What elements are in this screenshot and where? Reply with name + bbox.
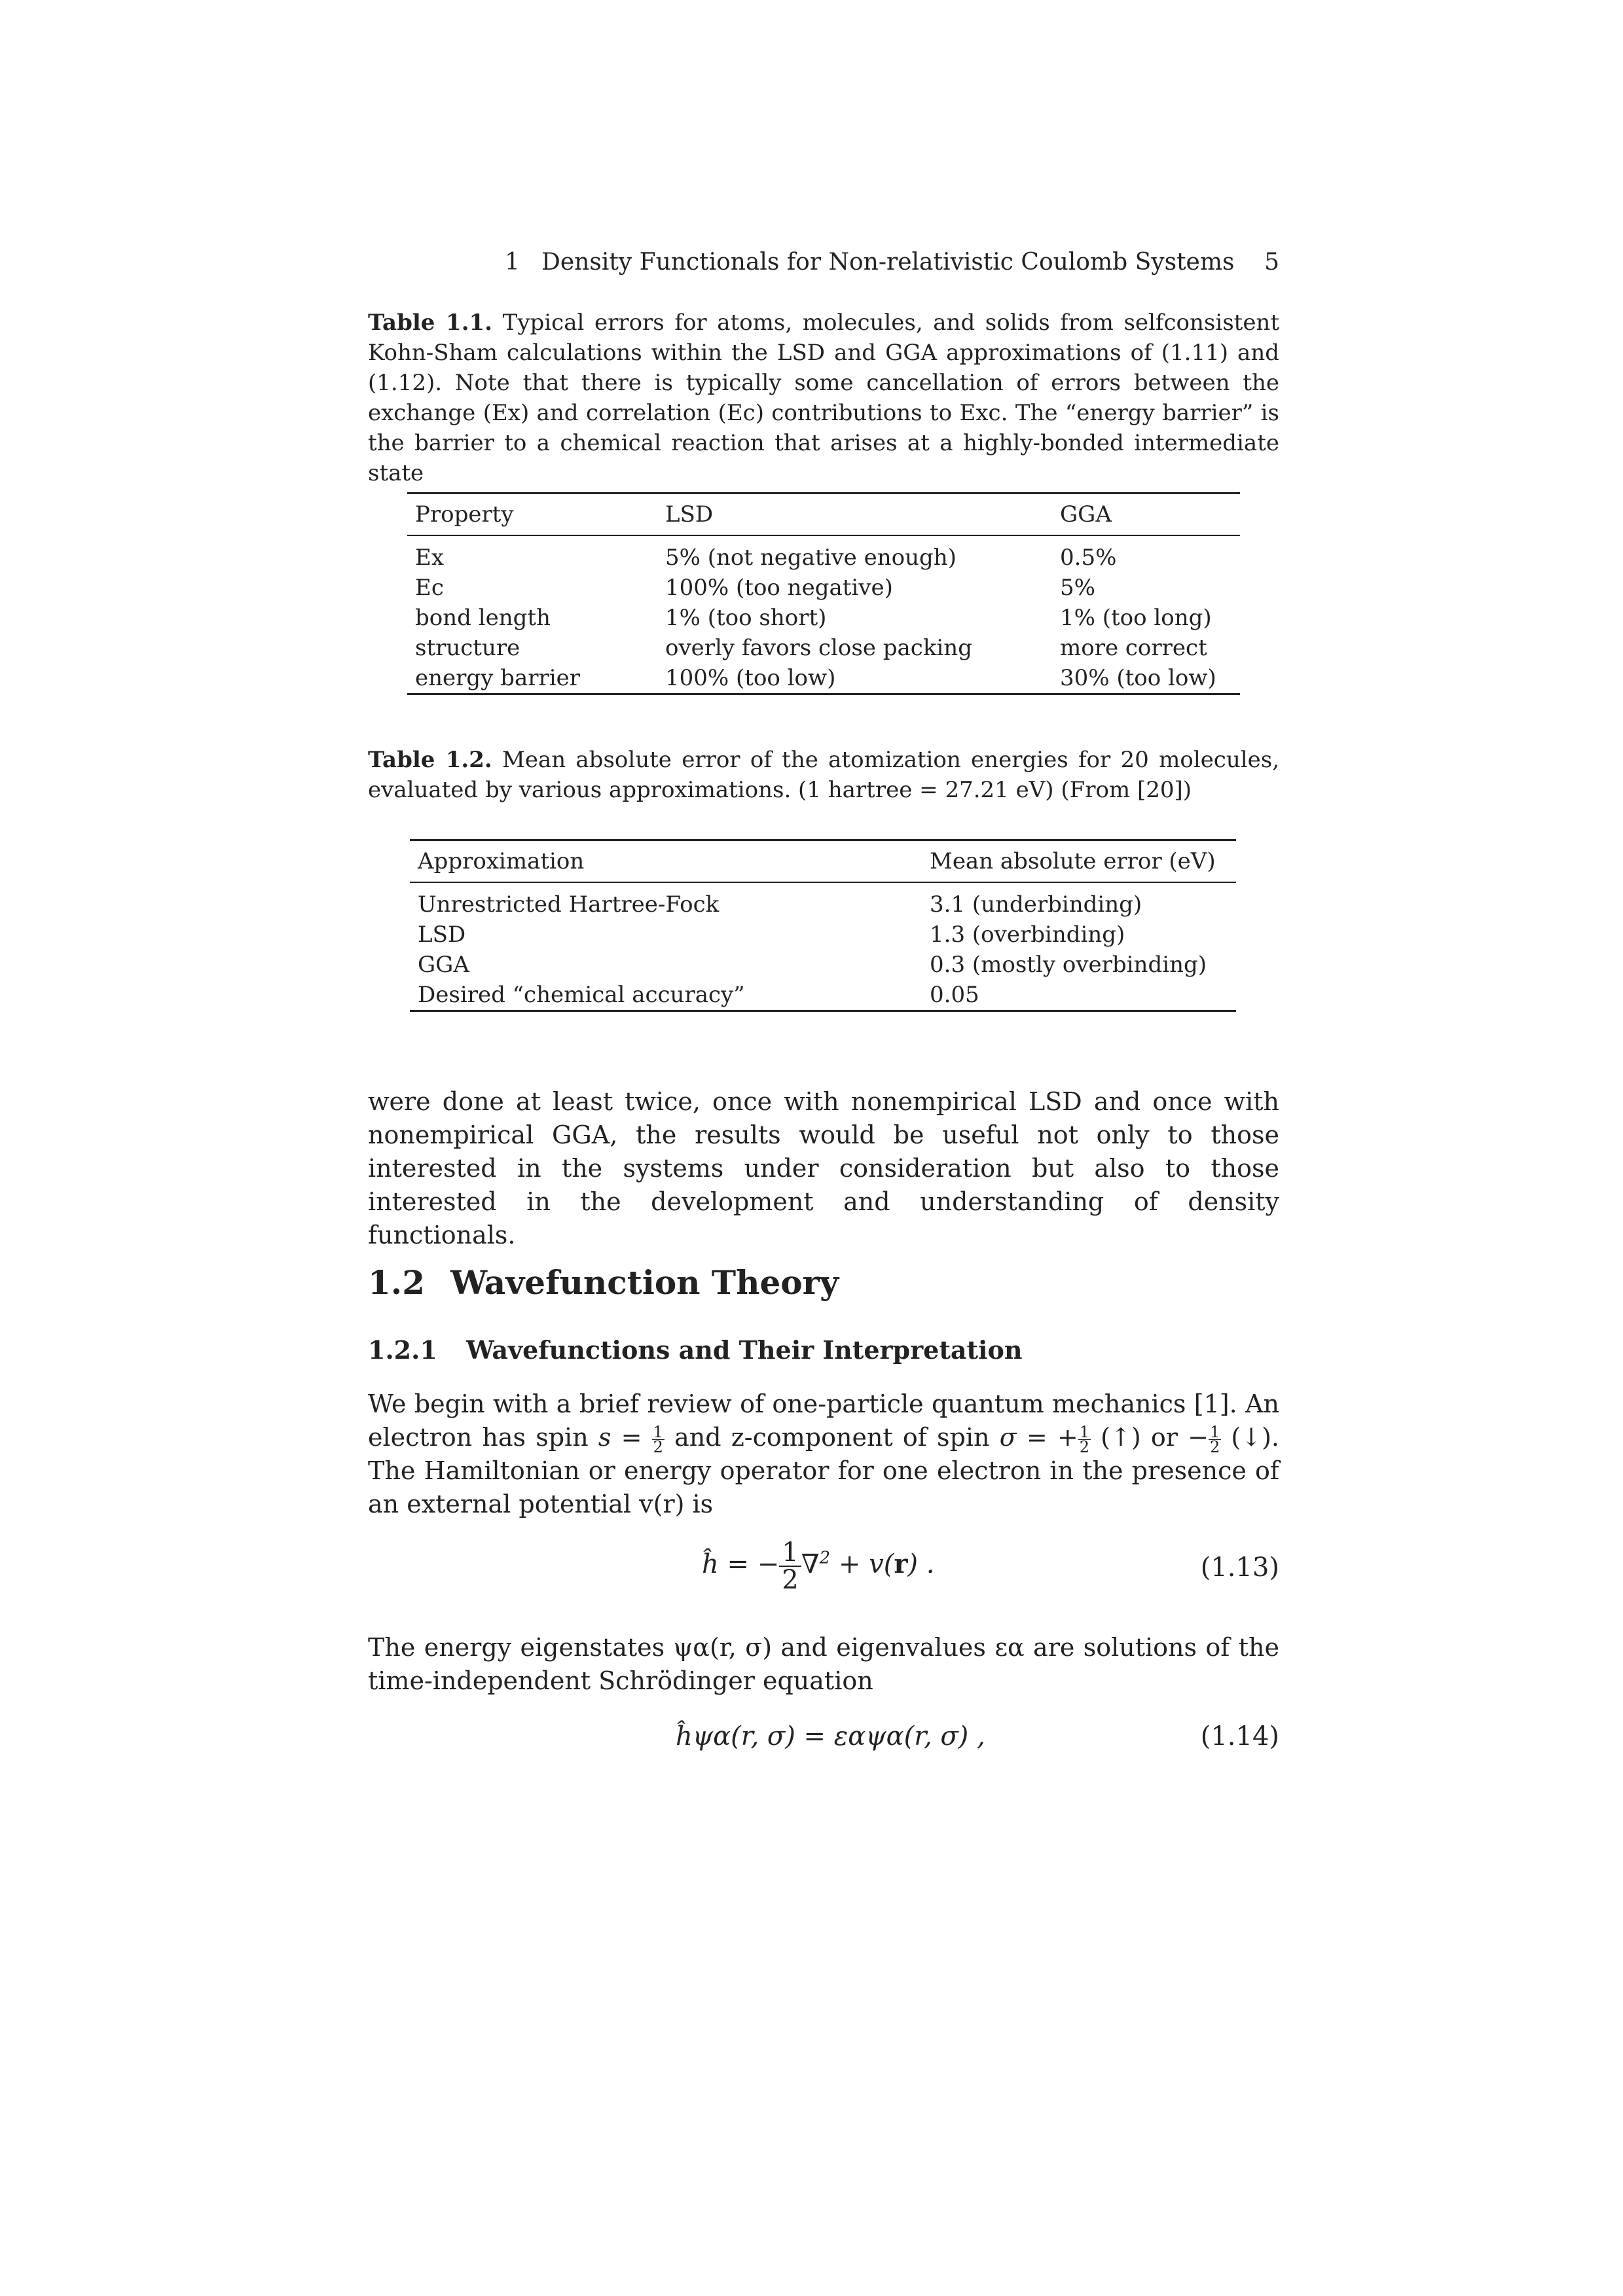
table1-cell: 100% (too low) (657, 663, 1052, 694)
table1-cell: more correct (1060, 635, 1207, 661)
table1-cell: overly favors close packing (665, 635, 972, 661)
table1 (407, 492, 1240, 695)
chapter-number: 1 (505, 249, 520, 276)
fraction-plus-half: $\frac{1}{2}$ (1079, 1423, 1089, 1456)
table1-cell: energy barrier (407, 663, 657, 694)
equation-1-14-number: (1.14) (1200, 1721, 1279, 1751)
equation-1-14-expression: ĥψα(r, σ) = εαψα(r, σ) , (676, 1721, 985, 1751)
section-number: 1.2 (368, 1263, 425, 1302)
table1-row (407, 535, 1240, 573)
subsection-heading (368, 1335, 1022, 1365)
equation-1-13-expression: ĥ = − $\frac{1}{2}$ ∇$^2$ + v(r) . (702, 1537, 935, 1595)
table1-cell: Ec (415, 575, 444, 601)
table1-cell: 1% (too long) (1060, 605, 1212, 631)
table2-col-header: Approximation (418, 848, 585, 874)
paragraph-spin: We begin with a brief review of one-particle quantum mechanics [1]. An electron has spin s = $\frac{1}{2}$ and z-component of spin σ = + $\frac{1}{2}$ (↑) or − $\frac{1}{2}$ (↓). The Hamiltonian or energy operator for one electron in the presence of an external potential v(r) is (368, 1390, 1279, 1518)
equation-1-13-number: (1.13) (1200, 1552, 1279, 1583)
table2-caption-text: Mean absolute error of the atomization energies for 20 molecules, evaluated by various approximations. (1 hartree = 27.21 eV) (From [20]) (368, 747, 1279, 803)
table2-cell: LSD (418, 922, 466, 948)
running-header (368, 249, 1279, 281)
table2-cell: 0.05 (922, 980, 1236, 1011)
table1-cell: 1% (too short) (665, 605, 827, 631)
table1-col-header: LSD (665, 501, 714, 528)
table2-col-header: Mean absolute error (eV) (930, 848, 1216, 874)
table1-col-header: GGA (1060, 501, 1112, 528)
fraction-one-half: $\frac{1}{2}$ (653, 1423, 663, 1456)
table2-row (410, 882, 1236, 920)
table1-row (407, 663, 1240, 694)
table2-cell: 1.3 (overbinding) (930, 922, 1125, 948)
table2-cell: 0.3 (mostly overbinding) (930, 952, 1207, 978)
table1-label: Table 1.1. (368, 310, 493, 336)
table2-row (410, 920, 1236, 950)
table1-cell: 5% (not negative enough) (665, 545, 957, 571)
fraction-minus-half: $\frac{1}{2}$ (1209, 1423, 1220, 1456)
paragraph-continuation: were done at least twice, once with nonempirical LSD and once with nonempirical GGA, the results would be useful not only to those interested in the systems under consideration but also to those interested in the development and understanding of density functionals. (368, 1087, 1279, 1249)
table1-caption (368, 308, 1279, 488)
table1-cell: structure (415, 635, 520, 661)
table1-cell: 0.5% (1060, 545, 1117, 571)
subsection-number: 1.2.1 (368, 1335, 437, 1365)
table1-cell: Ex (415, 545, 444, 571)
table1-row (407, 573, 1240, 603)
table1-caption-text: Typical errors for atoms, molecules, and solids from selfconsistent Kohn-Sham calculations within the LSD and GGA approximations of (1.11) and (1.12). Note that there is typically some cancellation of errors between the exchange (Ex) and correlation (Ec) contributions to Exc. The “energy barrier” is the barrier to a chemical reaction that arises at a highly-bonded intermediate state (368, 310, 1279, 486)
section-title: Wavefunction Theory (450, 1263, 839, 1302)
section-heading (368, 1263, 839, 1302)
equation-1-14 (368, 1721, 1279, 1761)
table2-cell: Unrestricted Hartree-Fock (418, 891, 720, 918)
chapter-title: Density Functionals for Non-relativistic Coulomb Systems (541, 249, 1235, 276)
table1-row (407, 603, 1240, 633)
paragraph-eigenstates: The energy eigenstates ψα(r, σ) and eigenvalues εα are solutions of the time-independent Schrödinger equation (368, 1633, 1279, 1695)
paragraph-spin-part2: and z-component of spin (674, 1423, 990, 1452)
table1-header-row (407, 493, 1240, 536)
equation-1-13 (368, 1539, 1279, 1598)
table1-col-header: Property (415, 501, 514, 528)
table2-row (410, 950, 1236, 980)
table2 (410, 839, 1236, 1012)
table2-cell: 3.1 (underbinding) (930, 891, 1142, 918)
table1-cell: 5% (1060, 575, 1095, 601)
table1-cell: bond length (415, 605, 551, 631)
table2-caption (368, 745, 1279, 805)
paragraph-spin-part3: The Hamiltonian or energy operator for one electron in the presence of an external potential v(r) is (368, 1456, 1279, 1518)
table2-cell: Desired “chemical accuracy” (410, 980, 922, 1011)
page-number: 5 (1264, 249, 1279, 276)
table2-row (410, 980, 1236, 1011)
table1-cell: 30% (too low) (1052, 663, 1240, 694)
table2-header-row (410, 840, 1236, 883)
table2-cell: GGA (418, 952, 469, 978)
table1-row (407, 633, 1240, 663)
subsection-title: Wavefunctions and Their Interpretation (466, 1335, 1023, 1365)
table1-cell: 100% (too negative) (665, 575, 893, 601)
paragraph-spin-part1: We begin with a brief review of one-particle quantum mechanics [1]. An electron has spin (368, 1390, 1279, 1452)
table2-label: Table 1.2. (368, 747, 492, 773)
